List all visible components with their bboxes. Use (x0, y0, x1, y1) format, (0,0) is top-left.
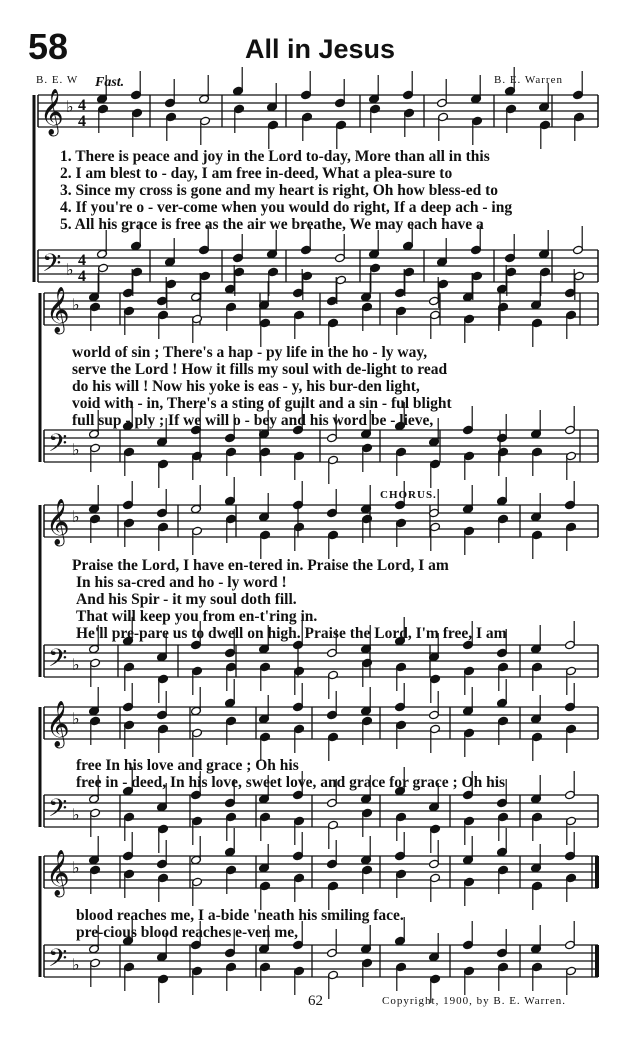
bass-clef-icon: 𝄢 (42, 249, 62, 284)
chorus-label: CHORUS. (380, 489, 437, 501)
treble-clef-icon: 𝄞 (46, 850, 70, 896)
flat-key-signature: ♭ (72, 709, 80, 728)
treble-clef-icon: 𝄞 (46, 499, 70, 545)
lyric-line: 5. All his grace is free as the air we breathe, We may each have a (60, 216, 484, 233)
composer-name: B. E. Warren (494, 74, 563, 86)
time-signature-bottom: 4 (78, 113, 86, 130)
tempo-marking: Fast. (95, 75, 125, 90)
flat-key-signature: ♭ (72, 507, 80, 526)
final-bar-thick (595, 856, 599, 888)
flat-key-signature: ♭ (72, 858, 80, 877)
lyric-line: free In his love and grace ; Oh his (76, 757, 299, 774)
treble-clef-icon: 𝄞 (46, 287, 70, 333)
hymn-number: 58 (28, 26, 69, 67)
page-number: 62 (308, 993, 323, 1009)
lyric-line: free in - deed, In his love, sweet love, and grace for grace ; Oh his (76, 774, 506, 791)
bass-clef-icon: 𝄢 (48, 644, 68, 679)
flat-key-signature: ♭ (72, 955, 80, 974)
flat-key-signature: ♭ (72, 440, 80, 459)
flat-key-signature: ♭ (66, 97, 74, 116)
flat-key-signature: ♭ (72, 655, 80, 674)
lyric-line: That will keep you from en-t'ring in. (76, 608, 318, 625)
lyric-line: Praise the Lord, I have en-tered in. Praise the Lord, I am (72, 557, 449, 574)
treble-clef-icon: 𝄞 (40, 89, 64, 135)
lyric-line: 1. There is peace and joy in the Lord to-day, More than all in this (60, 148, 490, 165)
lyric-line: In his sa-cred and ho - ly word ! (76, 574, 287, 591)
lyric-line: full sup - ply ; If we will o - bey and his word be - lieve, (72, 412, 434, 429)
lyric-line: 4. If you're o - ver-come when you would do right, If a deep ach - ing (60, 199, 513, 216)
lyric-line: 3. Since my cross is gone and my heart is right, Oh how bless-ed to (60, 182, 499, 199)
author-initials: B. E. W (36, 74, 79, 86)
lyric-line: void with - in, There's a sting of guilt and a sin - ful blight (72, 395, 452, 412)
lyric-line: do his will ! Now his yoke is eas - y, his bur-den light, (72, 378, 420, 395)
lyric-line: blood reaches me, I a-bide 'neath his smiling face. (76, 907, 404, 924)
lyric-line: He'll pre-pare us to dwell on high. Praise the Lord, I'm free, I am (76, 625, 507, 642)
lyric-line: world of sin ; There's a hap - py life in the ho - ly way, (72, 344, 428, 361)
lyric-line: 2. I am blest to - day, I am free in-deed, What a plea-sure to (60, 165, 453, 182)
bass-clef-icon: 𝄢 (48, 429, 68, 464)
lyric-line: pre-cious blood reaches e-ven me, (76, 924, 298, 941)
final-bar-thick (595, 945, 599, 977)
copyright-notice: Copyright, 1900, by B. E. Warren. (382, 995, 567, 1007)
flat-key-signature: ♭ (72, 805, 80, 824)
hymn-title: All in Jesus (244, 34, 396, 64)
bass-clef-icon: 𝄢 (48, 794, 68, 829)
lyric-line: And his Spir - it my soul doth fill. (76, 591, 297, 608)
time-signature-top: 4 (78, 97, 86, 114)
treble-clef-icon: 𝄞 (46, 701, 70, 747)
time-signature-bottom: 4 (78, 268, 86, 285)
lyric-line: serve the Lord ! How it fills my soul with de-light to read (72, 361, 448, 378)
bass-clef-icon: 𝄢 (48, 944, 68, 979)
time-signature-top: 4 (78, 252, 86, 269)
flat-key-signature: ♭ (72, 295, 80, 314)
flat-key-signature: ♭ (66, 260, 74, 279)
